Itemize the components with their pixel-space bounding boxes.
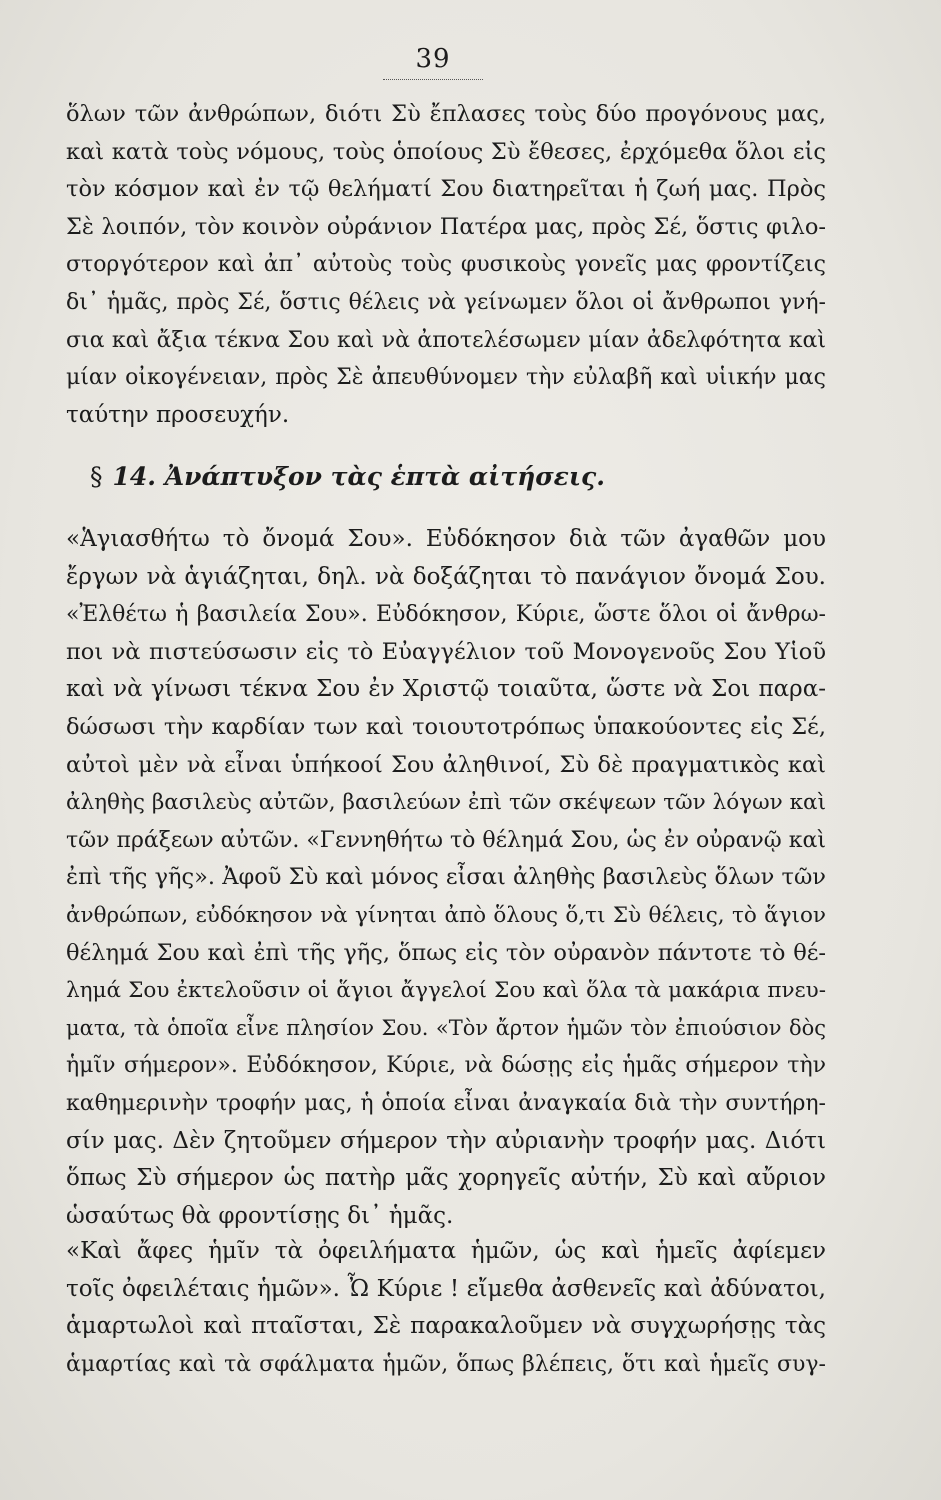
text-line: σίν μας. Δὲν ζητοῦμεν σήμερον τὴν αὐριανὴν τροφήν μας. Διότι [66, 1127, 826, 1154]
paragraph-continuation [66, 96, 826, 434]
text-line: αὐτοὶ μὲν νὰ εἶναι ὑπήκοοί Σου ἀληθινοί, Σὺ δὲ πραγματικὸς καὶ [66, 751, 826, 778]
text-line: ὅπως Σὺ σήμερον ὡς πατὴρ μᾶς χορηγεῖς αὐτήν, Σὺ καὶ αὔριον [66, 1165, 826, 1192]
paragraph-petitions [66, 521, 826, 1235]
page-number: 39 [415, 44, 451, 74]
text-line: σια καὶ ἄξια τέκνα Σου καὶ νὰ ἀποτελέσωμεν μίαν ἀδελφότητα καὶ [66, 327, 826, 353]
text-line: καὶ νὰ γίνωσι τέκνα Σου ἐν Χριστῷ τοιαῦτα, ὥστε νὰ Σοι παρα- [66, 676, 826, 703]
text-line: τοῖς ὀφειλέταις ἡμῶν». Ὦ Κύριε ! εἴμεθα ἀσθενεῖς καὶ ἀδύνατοι, [66, 1275, 826, 1302]
text-line: ποι νὰ πιστεύσωσιν εἰς τὸ Εὐαγγέλιον τοῦ Μονογενοῦς Σου Υἱοῦ [66, 638, 826, 665]
text-line: ἁμαρτίας καὶ τὰ σφάλματα ἡμῶν, ὅπως βλέπεις, ὅτι καὶ ἡμεῖς συγ- [66, 1351, 826, 1377]
text-line: ἀληθὴς βασιλεὺς αὐτῶν, βασιλεύων ἐπὶ τῶν σκέψεων τῶν λόγων καὶ [66, 790, 826, 816]
text-line: θέλημά Σου καὶ ἐπὶ τῆς γῆς, ὅπως εἰς τὸν οὐρανὸν πάντοτε τὸ θέ- [66, 939, 826, 966]
text-line: στοργότερον καὶ ἀπ᾽ αὐτοὺς τοὺς φυσικοὺς γονεῖς μας φροντίζεις [66, 252, 826, 278]
text-line: ἀνθρώπων, εὐδόκησον νὰ γίνηται ἀπὸ ὅλους ὅ,τι Σὺ θέλεις, τὸ ἅγιον [66, 902, 826, 928]
text-line: ἔργων νὰ ἁγιάζηται, δηλ. νὰ δοξάζηται τὸ πανάγιον ὄνομά Σου. [66, 563, 826, 590]
text-line: «Καὶ ἄφες ἡμῖν τὰ ὀφειλήματα ἡμῶν, ὡς καὶ ἡμεῖς ἀφίεμεν [66, 1238, 826, 1264]
paragraph-forgiveness [66, 1233, 826, 1383]
text-line: ὡσαύτως θὰ φροντίσῃς δι᾽ ἡμᾶς. [66, 1202, 454, 1229]
text-line: ἡμῖν σήμερον». Εὐδόκησον, Κύριε, νὰ δώσῃς εἰς ἡμᾶς σήμερον τὴν [66, 1053, 826, 1079]
text-line: τὸν κόσμον καὶ ἐν τῷ θελήματί Σου διατηρεῖται ἡ ζωή μας. Πρὸς [66, 176, 826, 203]
text-line: ἁμαρτωλοὶ καὶ πταῖσται, Σὲ παρακαλοῦμεν νὰ συγχωρήσῃς τὰς [66, 1313, 826, 1340]
text-line: μίαν οἰκογένειαν, πρὸς Σὲ ἀπευθύνομεν τὴν εὐλαβῆ καὶ υἱικήν μας [66, 365, 826, 391]
text-line: «Ἐλθέτω ἡ βασιλεία Σου». Εὐδόκησον, Κύριε, ὥστε ὅλοι οἱ ἄνθρω- [66, 602, 826, 628]
text-line: καθημερινὴν τροφήν μας, ἡ ὁποία εἶναι ἀναγκαία διὰ τὴν συντήρη- [66, 1090, 826, 1116]
text-line: λημά Σου ἐκτελοῦσιν οἱ ἅγιοι ἄγγελοί Σου καὶ ὅλα τὰ μακάρια πνευ- [66, 978, 826, 1004]
text-line: δώσωσι τὴν καρδίαν των καὶ τοιουτοτρόπως ὑπακούοντες εἰς Σέ, [66, 713, 826, 740]
text-line: «Ἁγιασθήτω τὸ ὄνομά Σου». Εὐδόκησον διὰ τῶν ἀγαθῶν μου [66, 526, 826, 552]
text-line: δι᾽ ἡμᾶς, πρὸς Σέ, ὅστις θέλεις νὰ γείνωμεν ὅλοι οἱ ἄνθρωποι γνή- [66, 289, 826, 315]
text-line: τῶν πράξεων αὐτῶν. «Γεννηθήτω τὸ θέλημά Σου, ὡς ἐν οὐρανῷ καὶ [66, 827, 826, 853]
text-line: ματα, τὰ ὁποῖα εἶνε πλησίον Σου. «Τὸν ἄρτον ἡμῶν τὸν ἐπιούσιον δὸς [66, 1015, 826, 1040]
page-number-rule [383, 79, 483, 80]
section-heading [90, 457, 605, 497]
text-line: καὶ κατὰ τοὺς νόμους, τοὺς ὁποίους Σὺ ἔθεσες, ἐρχόμεθα ὅλοι εἰς [66, 138, 826, 165]
text-line: ἐπὶ τῆς γῆς». Ἀφοῦ Σὺ καὶ μόνος εἶσαι ἀληθὴς βασιλεὺς ὅλων τῶν [66, 864, 826, 891]
text-line: ταύτην προσευχήν. [66, 401, 290, 428]
text-line: ὅλων τῶν ἀνθρώπων, διότι Σὺ ἔπλασες τοὺς δύο προγόνους μας, [66, 101, 826, 127]
section-sign: § [90, 462, 103, 491]
text-line: Σὲ λοιπόν, τὸν κοινὸν οὐράνιον Πατέρα μας, πρὸς Σέ, ὅστις φιλο- [66, 213, 826, 240]
section-heading-text: 14. Ἀνάπτυξον τὰς ἑπτὰ αἰτήσεις. [112, 462, 605, 491]
